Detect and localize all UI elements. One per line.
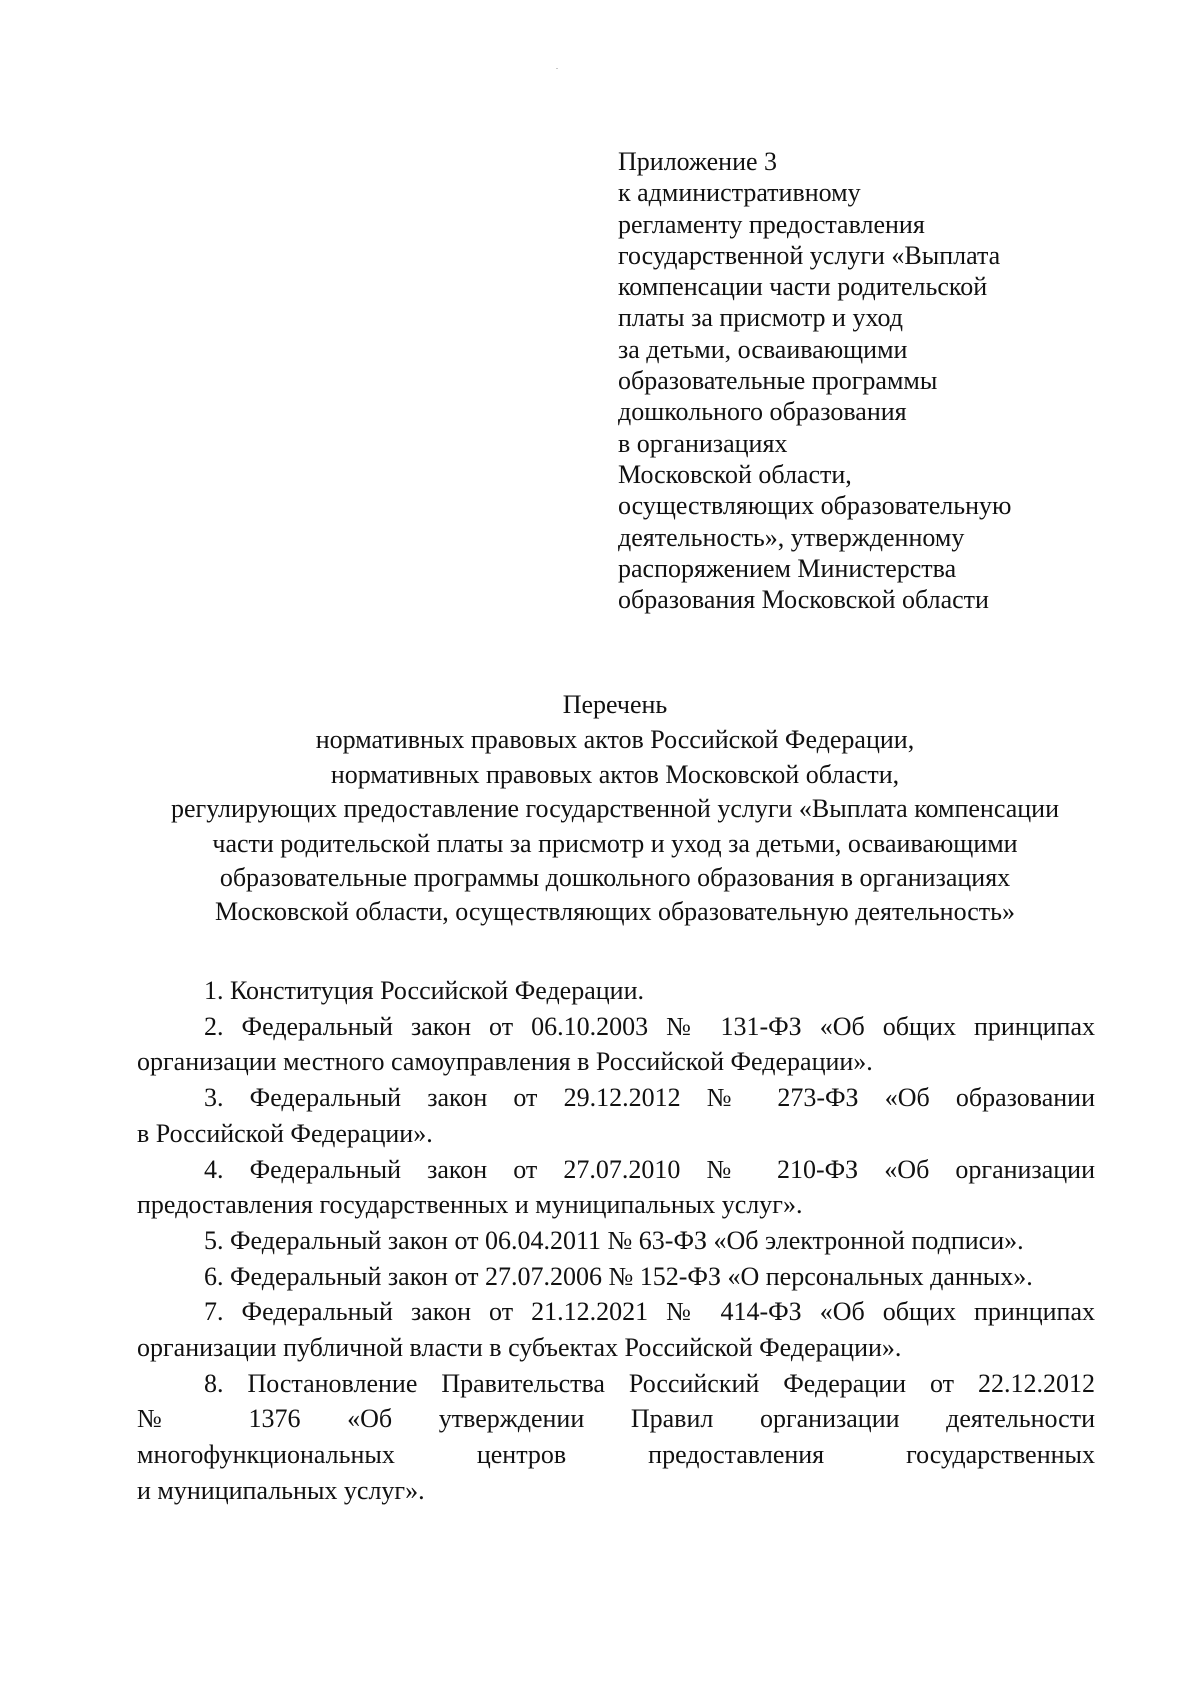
appendix-line: образовательные программы [618, 366, 938, 396]
list-item-2-line: 2. Федеральный закон от 06.10.2003 № 131-ФЗ «Об общих принципах [204, 1011, 1095, 1041]
list-item-8-line: № 1376 «Об утверждении Правил организации деятельности [137, 1404, 1095, 1434]
appendix-line: государственной услуги «Выплата [618, 240, 1001, 270]
appendix-line: осуществляющих образовательную [618, 491, 1012, 521]
title-line: регулирующих предоставление государственной услуги «Выплата компенсации [171, 794, 1059, 824]
list-item-7-line: организации публичной власти в субъектах Российской Федерации». [137, 1333, 902, 1363]
list-item-8-line: многофункциональных центров предоставления государственных [137, 1440, 1095, 1470]
list-item-4-line: предоставления государственных и муниципальных услуг». [137, 1190, 803, 1220]
appendix-line: образования Московской области [618, 585, 989, 615]
title-line: части родительской платы за присмотр и уход за детьми, осваивающими [212, 828, 1018, 858]
appendix-line: в организациях [618, 428, 788, 458]
appendix-line: за детьми, осваивающими [618, 334, 908, 364]
list-item-3-line: в Российской Федерации». [137, 1118, 433, 1148]
title-heading: Перечень [562, 690, 668, 719]
appendix-line: Приложение 3 [618, 147, 778, 176]
appendix-line: компенсации части родительской [618, 272, 988, 302]
appendix-line: к административному [618, 178, 861, 208]
appendix-line: дошкольного образования [618, 397, 907, 427]
title-line: нормативных правовых актов Московской области, [330, 759, 900, 789]
appendix-line: Московской области, [618, 459, 852, 489]
list-item-8-line: и муниципальных услуг». [137, 1475, 425, 1505]
list-item-8-line: 8. Постановление Правительства Российский Федерации от 22.12.2012 [204, 1368, 1095, 1398]
appendix-line: деятельность», утвержденному [618, 522, 965, 552]
appendix-line: регламенту предоставления [618, 209, 925, 239]
acts-list [137, 973, 1095, 1509]
title-line: нормативных правовых актов Российской Федерации, [315, 725, 915, 755]
appendix-line: распоряжением Министерства [618, 553, 957, 583]
title-line: Московской области, осуществляющих образовательную деятельность» [215, 897, 1015, 927]
list-item-2-line: организации местного самоуправления в Российской Федерации». [137, 1047, 873, 1077]
list-item-7-line: 7. Федеральный закон от 21.12.2021 № 414-ФЗ «Об общих принципах [204, 1297, 1095, 1327]
list-item-1: 1. Конституция Российской Федерации. [204, 976, 645, 1005]
appendix-header [618, 146, 1138, 615]
scan-speck [556, 68, 558, 69]
list-item-3-line: 3. Федеральный закон от 29.12.2012 № 273-ФЗ «Об образовании [204, 1083, 1095, 1113]
list-item-5: 5. Федеральный закон от 06.04.2011 № 63-ФЗ «Об электронной подписи». [204, 1225, 1024, 1255]
document-title [130, 688, 1100, 930]
appendix-line: платы за присмотр и уход [618, 303, 903, 333]
list-item-6: 6. Федеральный закон от 27.07.2006 № 152-ФЗ «О персональных данных». [204, 1261, 1033, 1291]
title-line: образовательные программы дошкольного образования в организациях [219, 863, 1011, 893]
list-item-4-line: 4. Федеральный закон от 27.07.2010 № 210-ФЗ «Об организации [204, 1154, 1095, 1184]
